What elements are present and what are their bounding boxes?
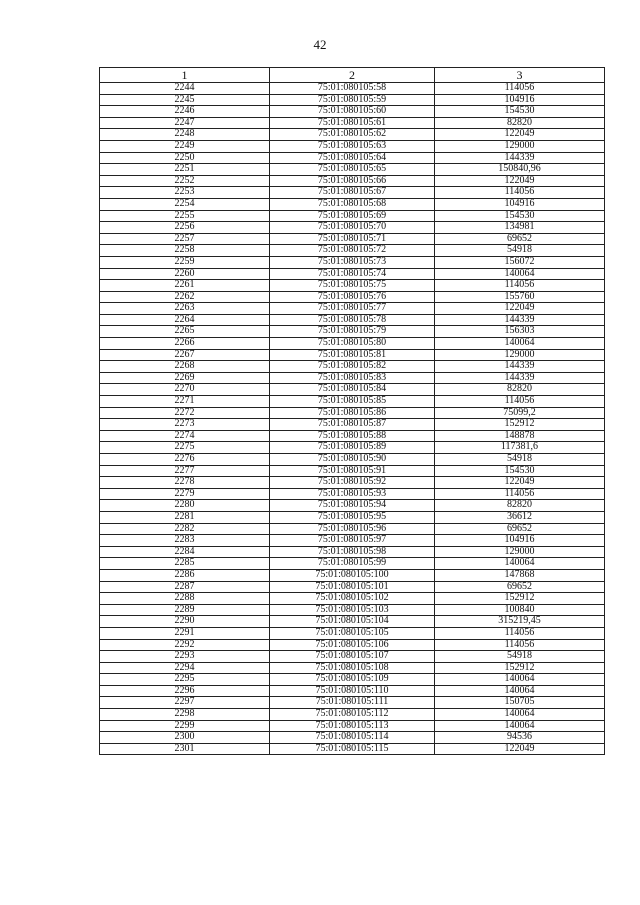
cadastral-number-cell: 75:01:080105:81: [270, 349, 435, 361]
table-row: [100, 198, 605, 210]
value-cell: 144339: [435, 152, 605, 164]
cadastral-number-cell: 75:01:080105:92: [270, 477, 435, 489]
cadastral-number-cell: 75:01:080105:93: [270, 488, 435, 500]
table-row: [100, 685, 605, 697]
table-row: [100, 106, 605, 118]
row-number-cell: 2245: [100, 94, 270, 106]
row-number-cell: 2253: [100, 187, 270, 199]
cadastral-number-cell: 75:01:080105:69: [270, 210, 435, 222]
value-cell: 129000: [435, 349, 605, 361]
row-number-cell: 2288: [100, 593, 270, 605]
row-number-cell: 2289: [100, 604, 270, 616]
table-row: [100, 210, 605, 222]
value-cell: 54918: [435, 454, 605, 466]
value-cell: 54918: [435, 245, 605, 257]
row-number-cell: 2261: [100, 280, 270, 292]
cadastral-number-cell: 75:01:080105:108: [270, 662, 435, 674]
table-body: [100, 83, 605, 755]
value-cell: 140064: [435, 685, 605, 697]
cadastral-number-cell: 75:01:080105:63: [270, 140, 435, 152]
value-cell: 154530: [435, 465, 605, 477]
table-row: [100, 535, 605, 547]
cadastral-number-cell: 75:01:080105:90: [270, 454, 435, 466]
table-row: [100, 338, 605, 350]
cadastral-number-cell: 75:01:080105:112: [270, 709, 435, 721]
table-row: [100, 222, 605, 234]
row-number-cell: 2266: [100, 338, 270, 350]
row-number-cell: 2292: [100, 639, 270, 651]
table-row: [100, 245, 605, 257]
table-row: [100, 511, 605, 523]
cadastral-number-cell: 75:01:080105:103: [270, 604, 435, 616]
row-number-cell: 2287: [100, 581, 270, 593]
row-number-cell: 2263: [100, 303, 270, 315]
cadastral-number-cell: 75:01:080105:86: [270, 407, 435, 419]
table-row: [100, 662, 605, 674]
cadastral-number-cell: 75:01:080105:114: [270, 732, 435, 744]
table-row: [100, 326, 605, 338]
value-cell: 104916: [435, 94, 605, 106]
table-row: [100, 454, 605, 466]
cadastral-number-cell: 75:01:080105:71: [270, 233, 435, 245]
table-row: [100, 280, 605, 292]
table-row: [100, 396, 605, 408]
row-number-cell: 2246: [100, 106, 270, 118]
value-cell: 147868: [435, 569, 605, 581]
cadastral-number-cell: 75:01:080105:60: [270, 106, 435, 118]
cadastral-number-cell: 75:01:080105:106: [270, 639, 435, 651]
value-cell: 114056: [435, 639, 605, 651]
value-cell: 140064: [435, 709, 605, 721]
row-number-cell: 2300: [100, 732, 270, 744]
value-cell: 154530: [435, 106, 605, 118]
value-cell: 122049: [435, 477, 605, 489]
value-cell: 134981: [435, 222, 605, 234]
value-cell: 140064: [435, 558, 605, 570]
value-cell: 155760: [435, 291, 605, 303]
row-number-cell: 2274: [100, 430, 270, 442]
cadastral-number-cell: 75:01:080105:104: [270, 616, 435, 628]
cadastral-number-cell: 75:01:080105:95: [270, 511, 435, 523]
row-number-cell: 2262: [100, 291, 270, 303]
table-row: [100, 477, 605, 489]
table-row: [100, 709, 605, 721]
row-number-cell: 2282: [100, 523, 270, 535]
cadastral-number-cell: 75:01:080105:76: [270, 291, 435, 303]
row-number-cell: 2256: [100, 222, 270, 234]
table-row: [100, 651, 605, 663]
row-number-cell: 2248: [100, 129, 270, 141]
cadastral-number-cell: 75:01:080105:62: [270, 129, 435, 141]
cadastral-number-cell: 75:01:080105:88: [270, 430, 435, 442]
value-cell: 144339: [435, 372, 605, 384]
cadastral-number-cell: 75:01:080105:91: [270, 465, 435, 477]
row-number-cell: 2291: [100, 627, 270, 639]
row-number-cell: 2254: [100, 198, 270, 210]
cadastral-number-cell: 75:01:080105:113: [270, 720, 435, 732]
value-cell: 104916: [435, 198, 605, 210]
value-cell: 150705: [435, 697, 605, 709]
value-cell: 114056: [435, 627, 605, 639]
cadastral-number-cell: 75:01:080105:109: [270, 674, 435, 686]
data-table: [99, 67, 605, 755]
value-cell: 152912: [435, 419, 605, 431]
table-header: [100, 68, 605, 83]
value-cell: 36612: [435, 511, 605, 523]
row-number-cell: 2299: [100, 720, 270, 732]
table-header-row: [100, 68, 605, 83]
table-row: [100, 268, 605, 280]
row-number-cell: 2298: [100, 709, 270, 721]
table-row: [100, 558, 605, 570]
cadastral-number-cell: 75:01:080105:107: [270, 651, 435, 663]
value-cell: 114056: [435, 396, 605, 408]
column-header-1: 1: [100, 68, 270, 83]
table-row: [100, 627, 605, 639]
cadastral-number-cell: 75:01:080105:74: [270, 268, 435, 280]
table-row: [100, 430, 605, 442]
cadastral-number-cell: 75:01:080105:67: [270, 187, 435, 199]
cadastral-number-cell: 75:01:080105:83: [270, 372, 435, 384]
cadastral-number-cell: 75:01:080105:73: [270, 256, 435, 268]
cadastral-number-cell: 75:01:080105:110: [270, 685, 435, 697]
table-row: [100, 546, 605, 558]
cadastral-number-cell: 75:01:080105:72: [270, 245, 435, 257]
cadastral-number-cell: 75:01:080105:96: [270, 523, 435, 535]
cadastral-number-cell: 75:01:080105:102: [270, 593, 435, 605]
cadastral-number-cell: 75:01:080105:78: [270, 314, 435, 326]
row-number-cell: 2267: [100, 349, 270, 361]
table-row: [100, 175, 605, 187]
cadastral-number-cell: 75:01:080105:68: [270, 198, 435, 210]
cadastral-number-cell: 75:01:080105:64: [270, 152, 435, 164]
value-cell: 122049: [435, 175, 605, 187]
value-cell: 69652: [435, 523, 605, 535]
table-row: [100, 233, 605, 245]
table-row: [100, 94, 605, 106]
value-cell: 114056: [435, 280, 605, 292]
table-row: [100, 256, 605, 268]
table-row: [100, 743, 605, 755]
table-row: [100, 616, 605, 628]
row-number-cell: 2297: [100, 697, 270, 709]
row-number-cell: 2269: [100, 372, 270, 384]
table-row: [100, 419, 605, 431]
value-cell: 152912: [435, 662, 605, 674]
table-row: [100, 152, 605, 164]
value-cell: 122049: [435, 743, 605, 755]
row-number-cell: 2286: [100, 569, 270, 581]
table-row: [100, 117, 605, 129]
cadastral-number-cell: 75:01:080105:79: [270, 326, 435, 338]
row-number-cell: 2281: [100, 511, 270, 523]
cadastral-number-cell: 75:01:080105:80: [270, 338, 435, 350]
cadastral-number-cell: 75:01:080105:65: [270, 164, 435, 176]
column-header-2: 2: [270, 68, 435, 83]
row-number-cell: 2251: [100, 164, 270, 176]
table-row: [100, 500, 605, 512]
table-row: [100, 129, 605, 141]
row-number-cell: 2247: [100, 117, 270, 129]
value-cell: 82820: [435, 384, 605, 396]
value-cell: 69652: [435, 233, 605, 245]
table-row: [100, 407, 605, 419]
value-cell: 94536: [435, 732, 605, 744]
cadastral-number-cell: 75:01:080105:100: [270, 569, 435, 581]
row-number-cell: 2277: [100, 465, 270, 477]
column-header-3: 3: [435, 68, 605, 83]
value-cell: 156072: [435, 256, 605, 268]
row-number-cell: 2273: [100, 419, 270, 431]
value-cell: 100840: [435, 604, 605, 616]
table-row: [100, 732, 605, 744]
row-number-cell: 2296: [100, 685, 270, 697]
row-number-cell: 2268: [100, 361, 270, 373]
table-row: [100, 140, 605, 152]
value-cell: 150840,96: [435, 164, 605, 176]
table-row: [100, 361, 605, 373]
value-cell: 152912: [435, 593, 605, 605]
table-row: [100, 384, 605, 396]
row-number-cell: 2284: [100, 546, 270, 558]
value-cell: 122049: [435, 129, 605, 141]
row-number-cell: 2280: [100, 500, 270, 512]
value-cell: 82820: [435, 117, 605, 129]
row-number-cell: 2294: [100, 662, 270, 674]
value-cell: 82820: [435, 500, 605, 512]
table-row: [100, 83, 605, 95]
value-cell: 114056: [435, 488, 605, 500]
value-cell: 140064: [435, 338, 605, 350]
value-cell: 140064: [435, 674, 605, 686]
row-number-cell: 2278: [100, 477, 270, 489]
row-number-cell: 2293: [100, 651, 270, 663]
value-cell: 122049: [435, 303, 605, 315]
cadastral-number-cell: 75:01:080105:58: [270, 83, 435, 95]
value-cell: 129000: [435, 140, 605, 152]
value-cell: 144339: [435, 314, 605, 326]
cadastral-number-cell: 75:01:080105:85: [270, 396, 435, 408]
table-row: [100, 291, 605, 303]
table-row: [100, 604, 605, 616]
value-cell: 104916: [435, 535, 605, 547]
cadastral-number-cell: 75:01:080105:115: [270, 743, 435, 755]
row-number-cell: 2264: [100, 314, 270, 326]
table-row: [100, 581, 605, 593]
value-cell: 144339: [435, 361, 605, 373]
row-number-cell: 2276: [100, 454, 270, 466]
table-row: [100, 465, 605, 477]
row-number-cell: 2283: [100, 535, 270, 547]
cadastral-number-cell: 75:01:080105:99: [270, 558, 435, 570]
value-cell: 114056: [435, 83, 605, 95]
row-number-cell: 2252: [100, 175, 270, 187]
table-row: [100, 164, 605, 176]
table-row: [100, 372, 605, 384]
cadastral-number-cell: 75:01:080105:98: [270, 546, 435, 558]
table-row: [100, 442, 605, 454]
table-row: [100, 523, 605, 535]
row-number-cell: 2270: [100, 384, 270, 396]
row-number-cell: 2295: [100, 674, 270, 686]
table-row: [100, 569, 605, 581]
value-cell: 117381,6: [435, 442, 605, 454]
row-number-cell: 2272: [100, 407, 270, 419]
cadastral-number-cell: 75:01:080105:94: [270, 500, 435, 512]
cadastral-number-cell: 75:01:080105:70: [270, 222, 435, 234]
value-cell: 129000: [435, 546, 605, 558]
table-row: [100, 593, 605, 605]
cadastral-number-cell: 75:01:080105:59: [270, 94, 435, 106]
cadastral-number-cell: 75:01:080105:61: [270, 117, 435, 129]
row-number-cell: 2260: [100, 268, 270, 280]
row-number-cell: 2244: [100, 83, 270, 95]
value-cell: 54918: [435, 651, 605, 663]
cadastral-number-cell: 75:01:080105:105: [270, 627, 435, 639]
row-number-cell: 2301: [100, 743, 270, 755]
value-cell: 156303: [435, 326, 605, 338]
table-row: [100, 639, 605, 651]
table-row: [100, 674, 605, 686]
row-number-cell: 2275: [100, 442, 270, 454]
cadastral-number-cell: 75:01:080105:111: [270, 697, 435, 709]
cadastral-number-cell: 75:01:080105:66: [270, 175, 435, 187]
row-number-cell: 2265: [100, 326, 270, 338]
value-cell: 140064: [435, 268, 605, 280]
cadastral-number-cell: 75:01:080105:84: [270, 384, 435, 396]
value-cell: 154530: [435, 210, 605, 222]
row-number-cell: 2255: [100, 210, 270, 222]
table-row: [100, 303, 605, 315]
table-row: [100, 314, 605, 326]
row-number-cell: 2271: [100, 396, 270, 408]
value-cell: 75099,2: [435, 407, 605, 419]
cadastral-number-cell: 75:01:080105:97: [270, 535, 435, 547]
table-row: [100, 488, 605, 500]
table-row: [100, 697, 605, 709]
value-cell: 140064: [435, 720, 605, 732]
table-row: [100, 720, 605, 732]
row-number-cell: 2259: [100, 256, 270, 268]
cadastral-number-cell: 75:01:080105:87: [270, 419, 435, 431]
row-number-cell: 2258: [100, 245, 270, 257]
cadastral-number-cell: 75:01:080105:89: [270, 442, 435, 454]
value-cell: 114056: [435, 187, 605, 199]
value-cell: 69652: [435, 581, 605, 593]
row-number-cell: 2290: [100, 616, 270, 628]
value-cell: 148878: [435, 430, 605, 442]
cadastral-number-cell: 75:01:080105:75: [270, 280, 435, 292]
row-number-cell: 2250: [100, 152, 270, 164]
row-number-cell: 2249: [100, 140, 270, 152]
value-cell: 315219,45: [435, 616, 605, 628]
row-number-cell: 2279: [100, 488, 270, 500]
cadastral-number-cell: 75:01:080105:82: [270, 361, 435, 373]
cadastral-number-cell: 75:01:080105:101: [270, 581, 435, 593]
cadastral-number-cell: 75:01:080105:77: [270, 303, 435, 315]
page-number: 42: [313, 37, 327, 52]
row-number-cell: 2257: [100, 233, 270, 245]
row-number-cell: 2285: [100, 558, 270, 570]
table-row: [100, 349, 605, 361]
table-row: [100, 187, 605, 199]
